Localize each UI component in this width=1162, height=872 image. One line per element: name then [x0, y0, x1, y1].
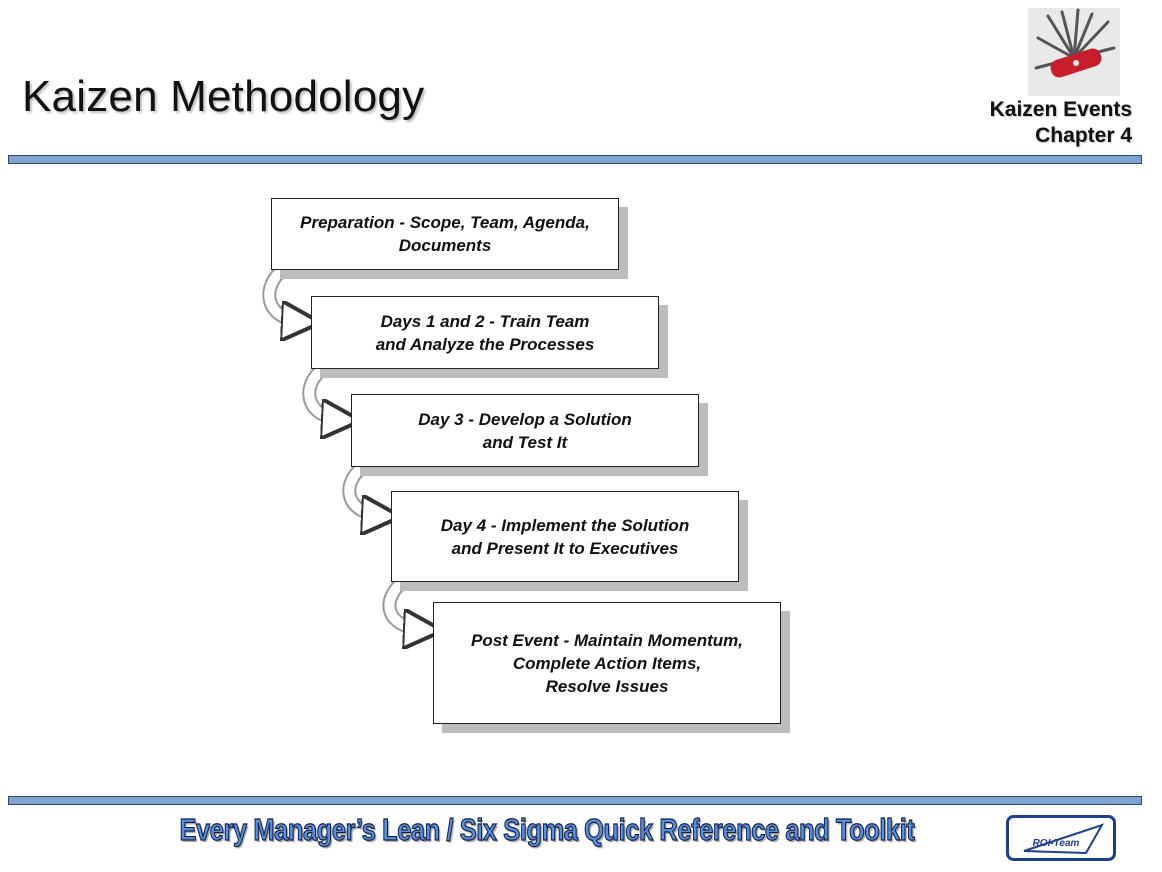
step-day-4: [391, 491, 739, 582]
step-text-line: and Present It to Executives: [451, 538, 679, 558]
section-name: Kaizen Events: [989, 98, 1132, 121]
arrow-1-to-2: [269, 270, 305, 322]
step-text-line: and Test It: [482, 432, 568, 452]
chapter-label: [990, 97, 1132, 149]
arrow-3-to-4: [349, 467, 385, 516]
header-divider: [8, 155, 1142, 164]
chapter-number: Chapter 4: [1035, 124, 1132, 147]
step-text-line: Preparation - Scope, Team, Agenda,: [300, 213, 590, 232]
swiss-army-knife-icon: [1028, 8, 1120, 96]
step-day-3: [351, 394, 699, 467]
footer-tagline: Every Manager’s Lean / Six Sigma Quick Reference and Toolkit: [179, 812, 915, 847]
step-text-line: Complete Action Items,: [512, 653, 702, 673]
step-days-1-2: [311, 296, 659, 369]
roi-team-logo: [1006, 815, 1116, 861]
step-preparation: [271, 198, 619, 270]
footer-divider: [8, 796, 1142, 805]
arrow-2-to-3: [309, 369, 345, 420]
step-text-line: Day 3 - Develop a Solution: [418, 409, 632, 429]
step-text-line: Post Event - Maintain Momentum,: [470, 630, 744, 650]
step-text-line: Documents: [398, 236, 492, 255]
step-text-line: Day 4 - Implement the Solution: [440, 515, 690, 535]
step-post-event: [433, 602, 781, 724]
step-text-line: and Analyze the Processes: [375, 334, 595, 354]
step-text-line: Days 1 and 2 - Train Team: [380, 311, 590, 331]
roi-team-logo-text: ROI-Team: [1032, 838, 1080, 849]
arrow-4-to-5: [389, 582, 427, 630]
page-title: Kaizen Methodology: [22, 72, 425, 121]
step-text-line: Resolve Issues: [545, 676, 669, 696]
